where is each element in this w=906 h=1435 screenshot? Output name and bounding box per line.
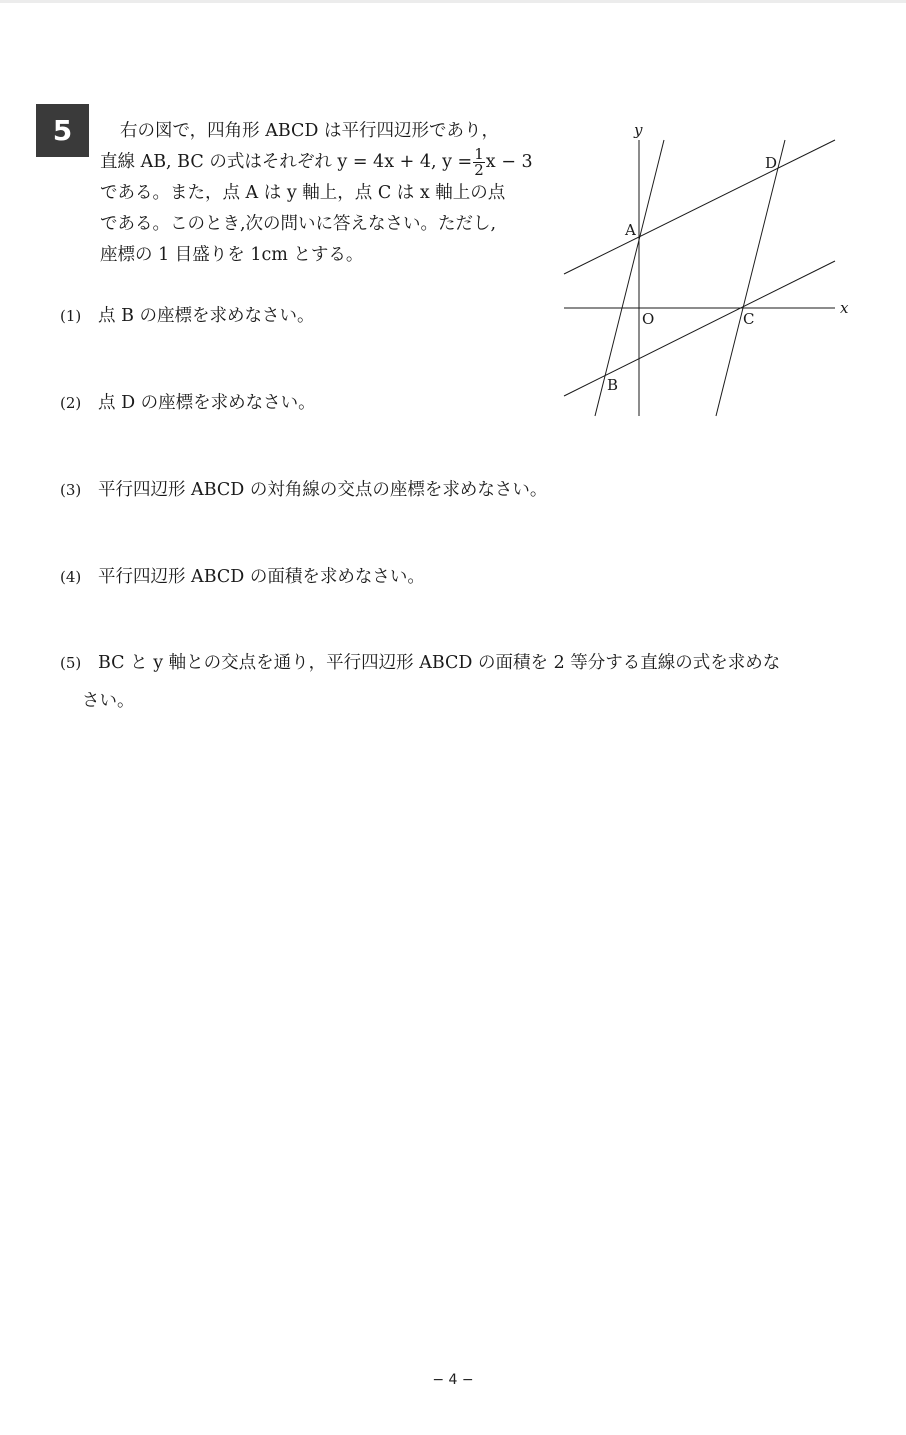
point-d-label: D xyxy=(765,154,778,172)
x-axis-label: x xyxy=(840,299,849,317)
parallelogram-figure xyxy=(560,118,855,423)
problem-number-badge: 5 xyxy=(36,104,89,157)
fraction-numerator: 1 xyxy=(474,145,484,163)
question-1 xyxy=(60,301,315,331)
intro-line-1: 右の図で，四角形 ABCD は平行四辺形であり， xyxy=(120,121,500,141)
intro-line-2-text: 直線 AB, BC の式はそれぞれ y = 4x + 4, y = xyxy=(100,152,473,172)
question-3 xyxy=(60,475,547,505)
point-c-label: C xyxy=(743,310,755,328)
question-2 xyxy=(60,388,316,418)
origin-label: O xyxy=(642,310,655,328)
question-5 xyxy=(60,648,780,678)
page-number: − 4 − xyxy=(432,1372,474,1388)
line-bc xyxy=(564,261,835,396)
problem-intro xyxy=(100,116,550,271)
line-ab xyxy=(595,140,664,416)
question-2-number: (2) xyxy=(60,394,82,412)
question-1-text: 点 B の座標を求めなさい。 xyxy=(98,306,315,326)
fraction-denominator: 2 xyxy=(474,161,484,179)
question-5-continuation: さい。 xyxy=(82,691,135,711)
intro-line-5: 座標の 1 目盛りを 1cm とする。 xyxy=(100,245,364,265)
intro-line-2 xyxy=(100,147,550,178)
intro-line-3: である。また，点 A は y 軸上，点 C は x 軸上の点 xyxy=(100,183,506,203)
question-4-text: 平行四辺形 ABCD の面積を求めなさい。 xyxy=(98,567,425,587)
intro-line-2-tail: x − 3 xyxy=(485,152,533,172)
point-a-label: A xyxy=(625,221,636,239)
line-ad xyxy=(564,140,835,274)
question-5-number: (5) xyxy=(60,654,82,672)
fraction-one-half xyxy=(473,147,485,178)
question-4 xyxy=(60,562,425,592)
question-3-text: 平行四辺形 ABCD の対角線の交点の座標を求めなさい。 xyxy=(98,480,548,500)
question-1-number: (1) xyxy=(60,307,82,325)
point-b-label: B xyxy=(607,376,619,394)
question-3-number: (3) xyxy=(60,481,82,499)
question-4-number: (4) xyxy=(60,568,82,586)
top-border xyxy=(0,0,906,3)
y-axis-label: y xyxy=(634,121,643,139)
question-5-text: BC と y 軸との交点を通り，平行四辺形 ABCD の面積を 2 等分する直線の式を求めな xyxy=(98,653,781,673)
question-2-text: 点 D の座標を求めなさい。 xyxy=(98,393,316,413)
intro-line-4: である。このとき,次の問いに答えなさい。ただし, xyxy=(100,214,497,234)
